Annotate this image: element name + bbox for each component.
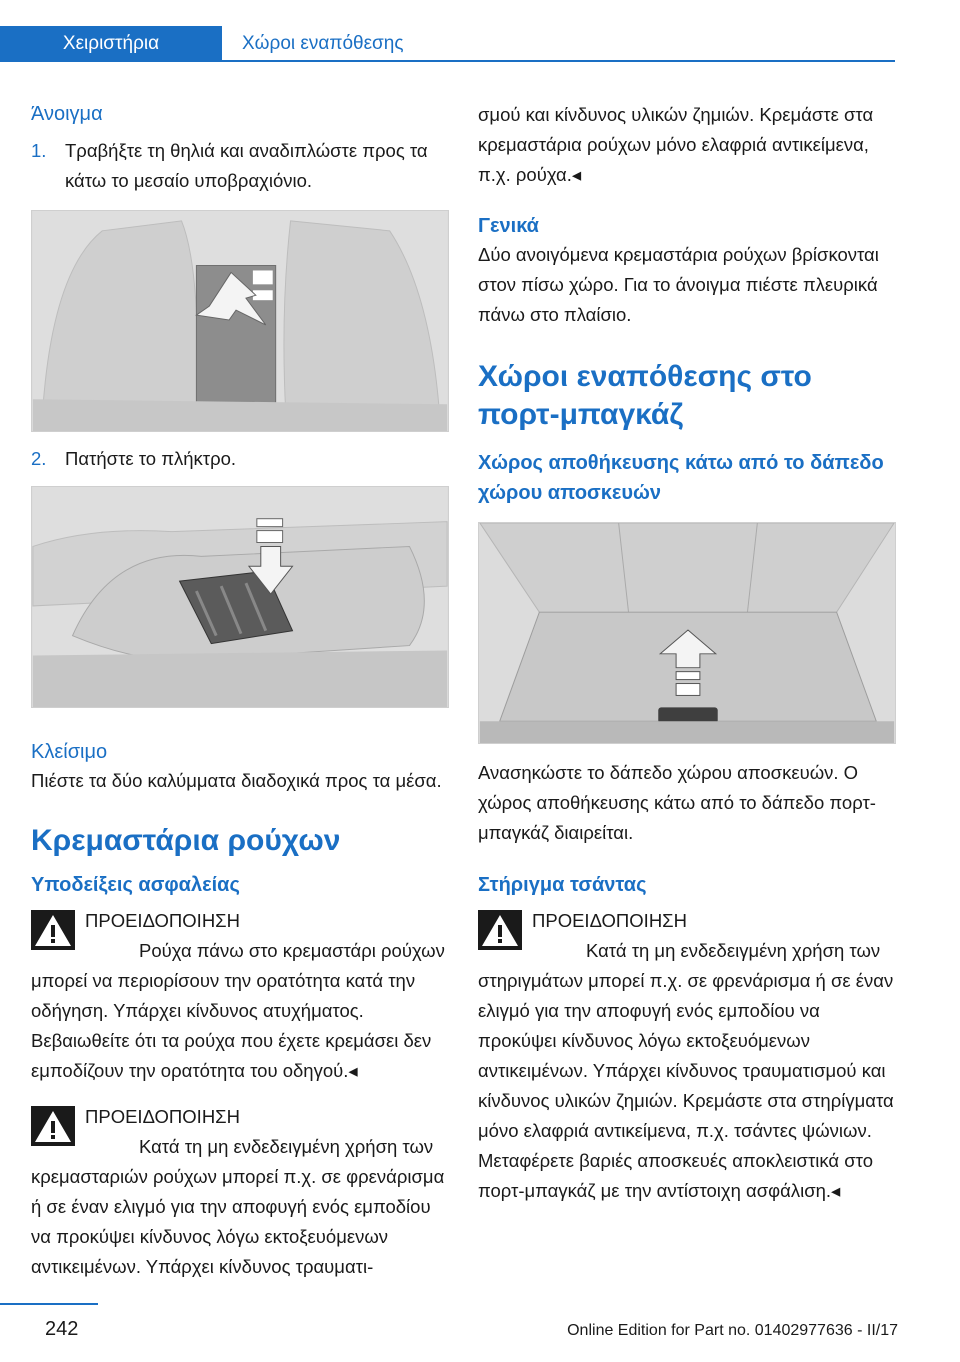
warning-triangle-icon [31,1106,75,1146]
armrest-fold-down-illustration [31,210,449,432]
header-bar [0,0,960,62]
opening-heading: Άνοιγμα [31,103,103,125]
edition-text: Online Edition for Part no. 01402977636 - II/17 [567,1322,898,1339]
warning-block-2 [31,1102,449,1282]
step-2-number: 2. [31,448,47,469]
warning-triangle-icon [31,910,75,950]
bag-hook-heading: Στήριγμα τσάντας [478,874,647,896]
step-2-text: Πατήστε το πλήκτρο. [65,448,237,469]
step-2 [31,444,449,474]
continued-warning-text: σμού και κίνδυνος υλικών ζημιών. Κρεμάστε στα κρεμαστάρια ρούχων μόνο ελαφριά αντικείμενα, π.χ. ρούχα.◂ [478,104,874,185]
tab-controls[interactable]: Χειριστήρια [0,26,222,62]
warning-1-title: ΠΡΟΕΙΔΟΠΟΙΗΣΗ [85,910,240,931]
trunk-storage-heading: Χώροι εναπόθεσης στο πορτ-μπαγκάζ [478,360,812,431]
safety-heading: Υποδείξεις ασφαλείας [31,874,240,896]
step-1-text: Τραβήξτε τη θηλιά και αναδιπλώστε προς τα κάτω το μεσαίο υποβραχιόνιο. [65,140,428,191]
underfloor-text: Ανασηκώστε το δάπεδο χώρου αποσκευών. Ο χώρος αποθήκευσης κάτω από το δάπεδο πορτ-μπαγκάζ διαιρείται. [478,762,876,843]
left-column [31,100,449,1282]
page-number: 242 [45,1318,79,1340]
right-column [478,100,896,1206]
warning-2-title: ΠΡΟΕΙΔΟΠΟΙΗΣΗ [85,1106,240,1127]
closing-text: Πιέστε τα δύο καλύμματα διαδοχικά προς τα μέσα. [31,770,442,791]
general-heading: Γενικά [478,215,539,237]
general-text: Δύο ανοιγόμενα κρεμαστάρια ρούχων βρίσκονται στον πίσω χώρο. Για το άνοιγμα πιέστε πλευρικά πάνω στο πλαίσιο. [478,244,879,325]
armrest-button-illustration [31,486,449,708]
step-1-number: 1. [31,140,47,161]
step-1 [31,136,449,196]
warning-block-1 [31,906,449,1086]
footer-divider [0,1303,98,1305]
closing-heading: Κλείσιμο [31,741,108,763]
warning-3-title: ΠΡΟΕΙΔΟΠΟΙΗΣΗ [532,910,687,931]
tab-storage-compartments[interactable]: Χώροι εναπόθεσης [242,33,404,54]
hangers-heading: Κρεμαστάρια ρούχων [31,824,341,857]
trunk-floor-illustration [478,522,896,744]
warning-triangle-icon [478,910,522,950]
warning-block-3 [478,906,896,1206]
header-divider [0,60,895,62]
warning-1-text: Ρούχα πάνω στο κρεμαστάρι ρούχων μπορεί να περιορίσουν την ορατότητα κατά την οδήγηση. Υπάρχει κίνδυνος ατυχήματος. Βεβαιωθείτε ότι τα ρούχα που έχετε κρεμάσει δεν εμποδίζουν την ορατότητα του οδηγού.◂ [31,940,445,1081]
warning-2-text: Κατά τη μη ενδεδειγμένη χρήση των κρεμασταριών ρούχων μπορεί π.χ. σε φρενάρισμα ή σε έναν ελιγμό για την αποφυγή ενός εμποδίου να προκύψει κίνδυνος λόγω εκτοξευόμενων αντικειμένων. Υπάρχει κίνδυνος τραυματι- [31,1136,445,1277]
warning-3-text: Κατά τη μη ενδεδειγμένη χρήση των στηριγμάτων μπορεί π.χ. σε φρενάρισμα ή σε έναν ελιγμό για την αποφυγή ενός εμποδίου να προκύψει κίνδυνος λόγω εκτοξευόμενων αντικειμένων. Υπάρχει κίνδυνος τραυματισμού και κίνδυνος υλικών ζημιών. Κρεμάστε στα στηρίγματα μόνο ελαφριά αντικείμενα, π.χ. τσάντες ψώνιων. Μεταφέρετε βαριές αποσκευές αποκλειστικά στο πορτ-μπαγκάζ με την αντίστοιχη ασφάλιση.◂ [478,940,894,1201]
underfloor-heading: Χώρος αποθήκευσης κάτω από το δάπεδο χώρου αποσκευών [478,452,884,504]
